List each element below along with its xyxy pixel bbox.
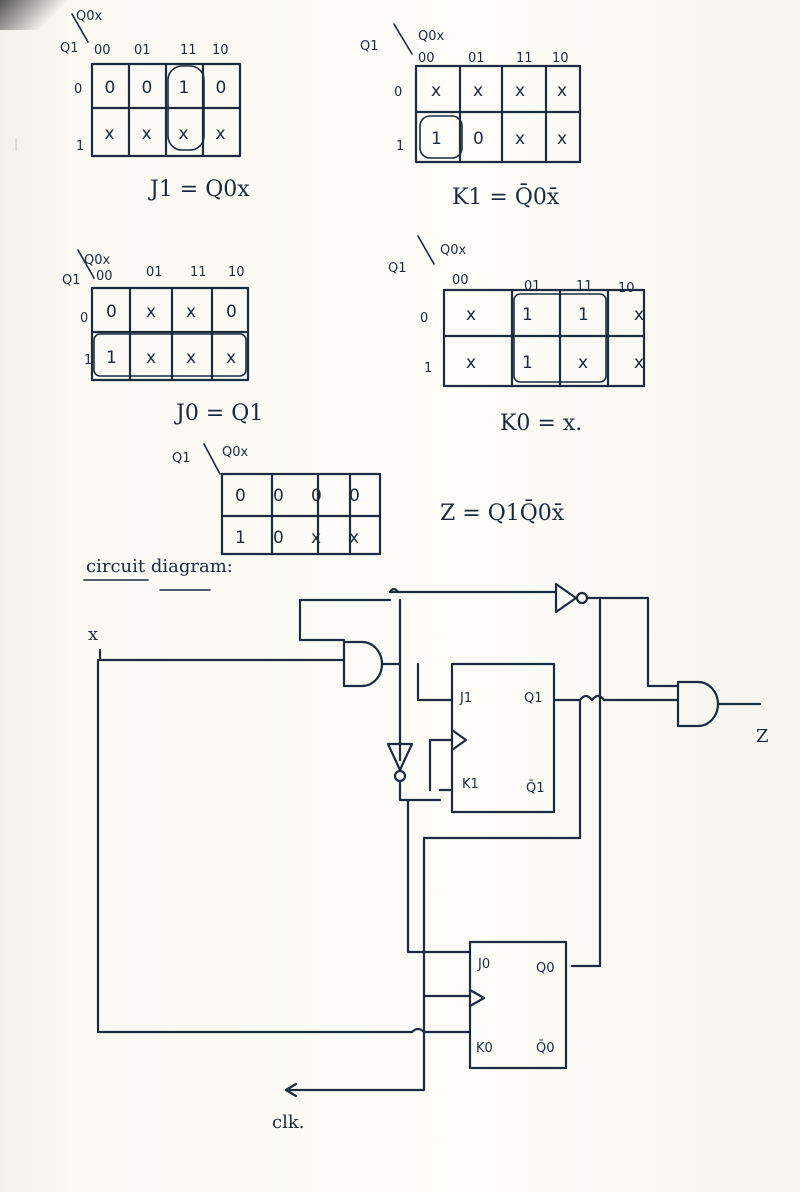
input-x-label: x [88,624,99,645]
j1-and-top-input [300,600,344,640]
kmap-z-diagonal [204,444,220,474]
clock-wire [290,838,424,1090]
kmap-cell: x [186,302,197,322]
kmap-z-row-var: Q1 [172,451,191,466]
kmap-cell: x [146,348,157,368]
kmap-j1 [60,9,250,202]
kmap-cell: x [515,81,526,101]
kmap-k0-row-header: 0 [420,311,429,326]
circuit-heading-underline [84,580,210,590]
ff0-j-label: J0 [478,957,491,972]
kmap-cell: 1 [522,353,533,373]
kmap-k1-row-header: 0 [394,85,403,100]
kmap-cell: x [226,348,237,368]
input-x-to-k0-wire [98,660,412,1032]
kmap-cell: x [473,81,484,101]
j0-input-wire [408,800,470,952]
kmap-j1-col-header: 00 [94,43,111,58]
kmap-cell: 1 [431,129,442,149]
kmap-cell: x [634,305,645,325]
top-inverter [556,584,576,612]
kmap-z-equation: Z = Q1Q̄0x̄ [440,501,565,526]
kmap-j0-row-header: 0 [80,311,89,326]
kmap-j0-equation: J0 = Q1 [176,401,264,426]
top-inverter-bubble [577,593,587,603]
kmap-cell: 0 [215,78,227,98]
ff0-q-label: Q0 [536,961,555,976]
kmap-k0-col-var: Q0x [440,243,467,258]
top-inverter-output [588,598,678,686]
clock-label: clk. [272,1112,305,1133]
kmap-k1-col-header: 10 [552,51,569,66]
kmap-k1-equation: K1 = Q̄0x̄ [452,185,560,210]
kmap-k0-row-header: 1 [424,361,433,376]
kmap-k1-row-header: 1 [396,139,405,154]
kmap-j0-col-header: 01 [146,265,163,280]
kmap-k0-col-header: 00 [452,273,469,288]
kmap-k1-diagonal [394,24,412,54]
kmap-k1-col-var: Q0x [418,29,445,44]
kmap-k0-col-header: 10 [618,281,635,296]
kmap-cell: x [557,129,568,149]
kmap-j1-row-var: Q1 [60,41,79,56]
kmap-cell: x [178,124,189,144]
q1-feedback-wire [424,700,580,838]
circuit-diagram [88,584,769,1133]
kmap-j1-col-var: Q0x [76,9,103,24]
kmap-cell: 0 [273,486,284,506]
kmap-cell: x [466,305,477,325]
kmap-cell: 1 [522,305,533,325]
kmap-cell: 1 [178,78,190,98]
kmap-j0-col-header: 11 [190,265,207,280]
kmap-j0-col-var: Q0x [84,253,111,268]
kmap-k0-diagonal [418,236,434,264]
kmap-j0 [62,250,263,426]
kmap-k1-row-var: Q1 [360,39,379,54]
ff1-j-label: J1 [460,691,473,706]
kmap-cell: x [186,348,197,368]
kmap-cell: 0 [473,129,484,149]
kmap-cell: x [311,528,322,548]
kmap-cell: 0 [349,486,360,506]
kmap-z-col-var: Q0x [222,445,249,460]
kmap-cell: 1 [106,348,117,368]
z-and-gate [678,682,718,726]
kmap-cell: 0 [141,78,153,98]
circuit-heading: circuit diagram: [86,556,233,577]
kmap-cell: x [104,124,115,144]
input-x-wire [100,650,344,660]
ff1-qbar-label: Q̄1 [526,781,545,796]
kmap-j1-col-header: 11 [180,43,197,58]
kmap-k0-row-var: Q1 [388,261,407,276]
kmap-cell: 0 [235,486,246,506]
kmap-cell: x [141,124,152,144]
kmap-cell: x [515,129,526,149]
k1-inverter-output [400,782,440,800]
ff0-k-label: K0 [476,1041,493,1056]
kmap-k1-col-header: 11 [516,51,533,66]
ff0-clock-triangle [470,990,484,1006]
kmap-cell: x [634,353,645,373]
kmap-cell: 1 [578,305,589,325]
ff1-k-label: K1 [462,777,479,792]
kmap-j1-row-header: 0 [74,82,83,97]
kmap-cell: x [466,353,477,373]
top-feedback-wire [300,592,556,600]
kmap-j0-col-header: 00 [96,269,113,284]
kmap-cell: 0 [106,302,117,322]
kmap-j0-row-header: 1 [84,353,93,368]
kmap-cell: x [215,124,226,144]
k0-input-wire [412,1029,470,1032]
q0-feedback-wire [572,600,600,966]
q1-output-wire [554,696,678,700]
kmap-j0-col-header: 10 [228,265,245,280]
margin-mark: | [14,137,19,151]
kmap-cell: x [578,353,589,373]
k1-inverter-bubble [395,771,405,781]
kmap-cell: 1 [235,528,246,548]
kmap-k0-col-header: 11 [576,279,593,294]
kmap-cell: 0 [226,302,237,322]
j1-input-wire [418,664,452,700]
ff1-q-label: Q1 [524,691,543,706]
kmap-k0 [388,236,644,436]
kmap-j1-equation: J1 = Q0x [150,177,250,202]
kmap-cell: 0 [104,78,116,98]
kmap-z [172,444,565,554]
kmap-j1-col-header: 10 [212,43,229,58]
output-z-label: Z [756,726,769,747]
kmap-cell: x [557,81,568,101]
ff0-qbar-label: Q̄0 [536,1041,555,1056]
kmap-cell: x [349,528,360,548]
ff1-clock-triangle [452,730,466,750]
kmap-j0-row-var: Q1 [62,273,81,288]
kmap-cell: 0 [273,528,284,548]
j1-and-gate [344,642,382,686]
kmap-k0-col-header: 01 [524,279,541,294]
kmap-k1 [360,24,580,210]
kmap-k0-equation: K0 = x. [500,411,583,436]
kmap-k1-col-header: 00 [418,51,435,66]
kmap-j1-col-header: 01 [134,43,151,58]
kmap-cell: 0 [311,486,322,506]
kmap-cell: x [146,302,157,322]
kmap-j1-row-header: 1 [76,139,85,154]
kmap-k1-col-header: 01 [468,51,485,66]
kmap-cell: x [431,81,442,101]
